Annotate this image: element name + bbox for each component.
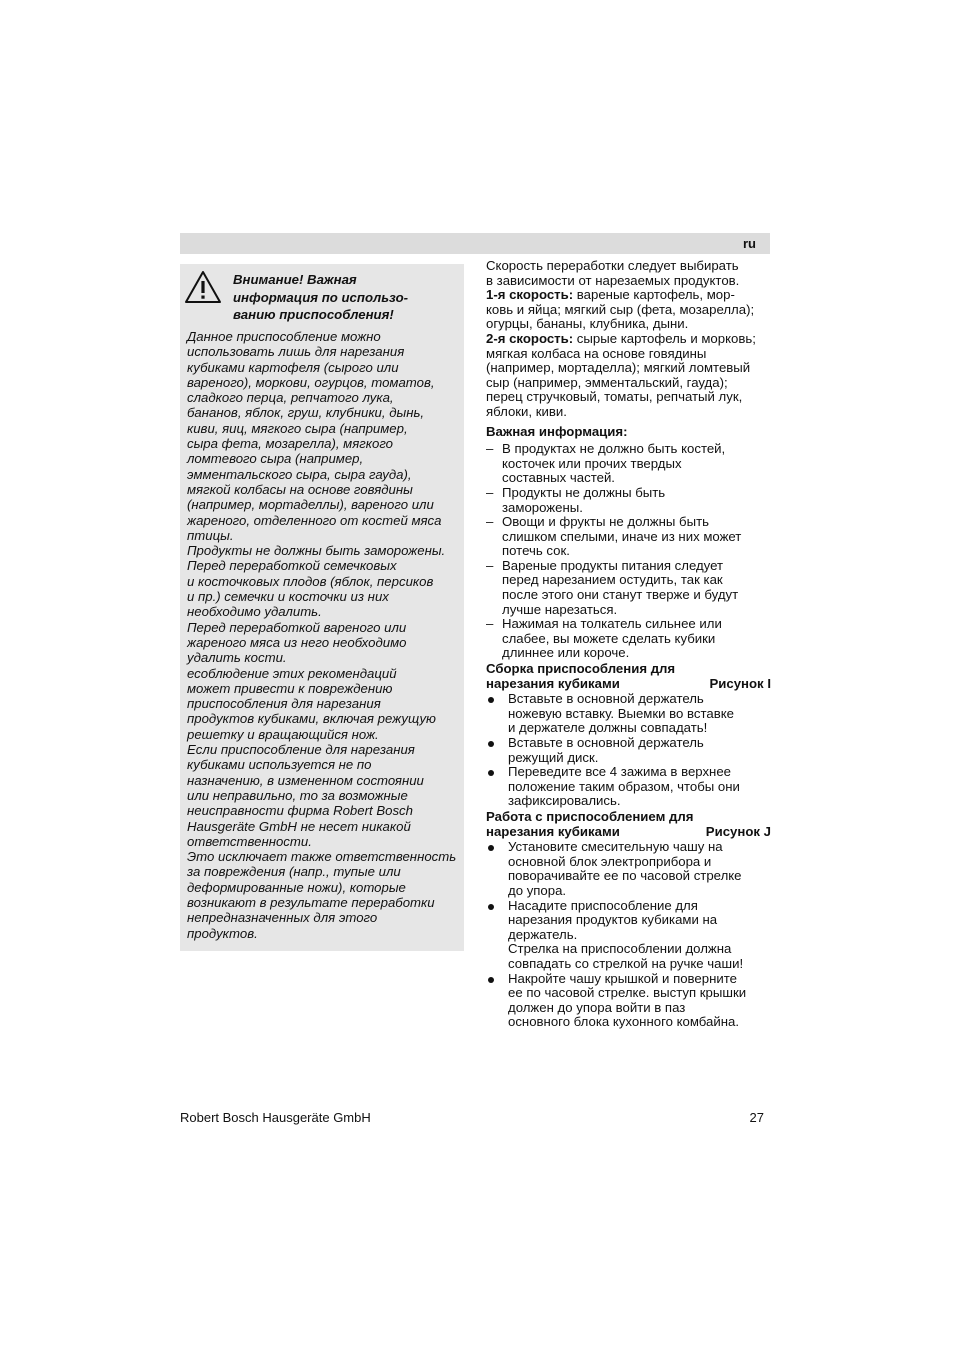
speed-2-text: [486, 332, 771, 420]
heading-line: Работа с приспособлением для: [486, 808, 694, 824]
bullet-icon: [488, 904, 494, 910]
list-item: – Нажимая на толкатель сильнее или слабее, вы можете сделать кубики длиннее или короче.: [486, 616, 722, 661]
language-bar: [180, 233, 770, 254]
language-code: ru: [743, 236, 756, 251]
list-item: Установите смесительную чашу на основной блок электроприбора и поворачивайте ее по часовой стрелке до упора.: [486, 840, 771, 898]
assembly-heading: [486, 662, 771, 691]
bullet-icon: [488, 741, 494, 747]
speed-2-label: 2-я скорость:: [486, 330, 574, 346]
figure-reference: Рисунок J: [705, 823, 771, 839]
page-number: 27: [749, 1110, 764, 1125]
bullet-icon: [488, 697, 494, 703]
warning-paragraph: Продукты не должны быть заморожены.: [187, 543, 446, 559]
operation-steps: [486, 840, 771, 1030]
heading-line: нарезания кубиками: [486, 675, 620, 691]
bullet-icon: [488, 977, 494, 983]
operation-heading: [486, 810, 771, 839]
text-line: перец стручковый, томаты, репчатый лук,: [486, 389, 743, 405]
text-line: сырые картофель и морковь;: [573, 330, 756, 346]
heading-line: нарезания кубиками: [486, 823, 620, 839]
text-line: (например, мортаделла); мягкий ломтевый: [486, 360, 751, 376]
text-line: ковь и яйца; мягкий сыр (фета, мозарелла);: [486, 301, 755, 317]
text-line: вареные картофель, мор-: [573, 287, 735, 303]
text-line: яблоки, киви.: [486, 403, 567, 419]
warning-paragraph: Перед переработкой семечковых и косточковых плодов (яблок, персиков и пр.) семечки и косточки из них необходимо удалить.: [187, 558, 434, 620]
warning-body: [187, 329, 463, 941]
warning-paragraph: есоблюдение этих рекомендаций может привести к повреждению приспособления для нарезания продуктов кубиками, включая режущую решетку и вращающийся нож.: [187, 665, 436, 742]
important-list: [486, 442, 771, 661]
warning-title-line: ванию приспособления!: [233, 307, 394, 322]
speed-1-label: 1-я скорость:: [486, 287, 574, 303]
list-item: – В продуктах не должно быть костей, косточек или прочих твердых составных частей.: [486, 441, 726, 486]
important-heading: Важная информация:: [486, 423, 628, 439]
list-item: – Вареные продукты питания следует перед нарезанием остудить, так как после этого они станут тверже и будут лучше нарезаться.: [486, 557, 739, 617]
list-item: Накройте чашу крышкой и поверните ее по часовой стрелке. выступ крышки должен до упора войти в паз основного блока кухонного комбайна.: [486, 972, 771, 1030]
warning-title: [233, 271, 455, 324]
warning-paragraph: Данное приспособление можно использовать лишь для нарезания кубиками картофеля (сырого или вареного), моркови, огурцов, томатов, сладкого перца, репчатого лука, бананов, яблок, груш, клубники, дынь, киви, яиц, мягкого сыра (например, сыра фета, мозарелла), мягкого ломтевого сыра (например, эмментальского сыра, сыра гауда), мягкой колбасы на основе говядины (например, мортаделлы), вареного или жареного, отделенного от костей мяса птицы.: [187, 329, 442, 543]
instructions-column: [486, 259, 771, 1030]
warning-title-line: информация по использо-: [233, 289, 409, 305]
text-line: огурцы, бананы, клубника, дыни.: [486, 316, 689, 332]
intro-text: [486, 259, 771, 288]
text-line: сыр (например, эмментальский, гауда);: [486, 374, 728, 390]
footer-company: Robert Bosch Hausgeräte GmbH: [180, 1110, 371, 1125]
list-item: Переведите все 4 зажима в верхнее положение таким образом, чтобы они зафиксировались.: [486, 765, 771, 809]
list-item: Вставьте в основной держатель ножевую вставку. Выемки во вставке и держателе должны совпадать!: [486, 692, 771, 736]
list-item: – Овощи и фрукты не должны быть слишком спелыми, иначе из них может потечь сок.: [486, 514, 742, 559]
list-item: Насадите приспособление для нарезания продуктов кубиками на держатель. Стрелка на приспособлении должна совпадать со стрелкой на ручке чаши!: [486, 899, 771, 972]
warning-triangle-icon: [184, 270, 222, 304]
list-item: Вставьте в основной держатель режущий диск.: [486, 736, 771, 765]
warning-paragraph: Перед переработкой вареного или жареного мяса из него необходимо удалить кости.: [187, 619, 407, 666]
bullet-icon: [488, 845, 494, 851]
warning-paragraph: Если приспособление для нарезания кубиками используется не по назначению, в измененном состоянии или неправильно, то за возможные неисправности фирма Robert Bosch Hausgeräte GmbH не несет никакой ответственности.: [187, 742, 424, 849]
speed-1-text: [486, 288, 771, 332]
assembly-steps: [486, 692, 771, 809]
bullet-icon: [488, 770, 494, 776]
figure-reference: Рисунок I: [709, 675, 771, 691]
text-line: мягкая колбаса на основе говядины: [486, 345, 707, 361]
text-line: в зависимости от нарезаемых продуктов.: [486, 272, 740, 288]
warning-title-line: Внимание! Важная: [233, 272, 357, 287]
heading-line: Сборка приспособления для: [486, 661, 676, 677]
warning-paragraph: Это исключает также ответственность за повреждения (напр., тупые или деформированные ножи), которые возникают в результате переработки непредназначенных для этого продуктов.: [187, 849, 457, 941]
text-line: Скорость переработки следует выбирать: [486, 258, 739, 273]
list-item: – Продукты не должны быть заморожены.: [486, 484, 666, 515]
